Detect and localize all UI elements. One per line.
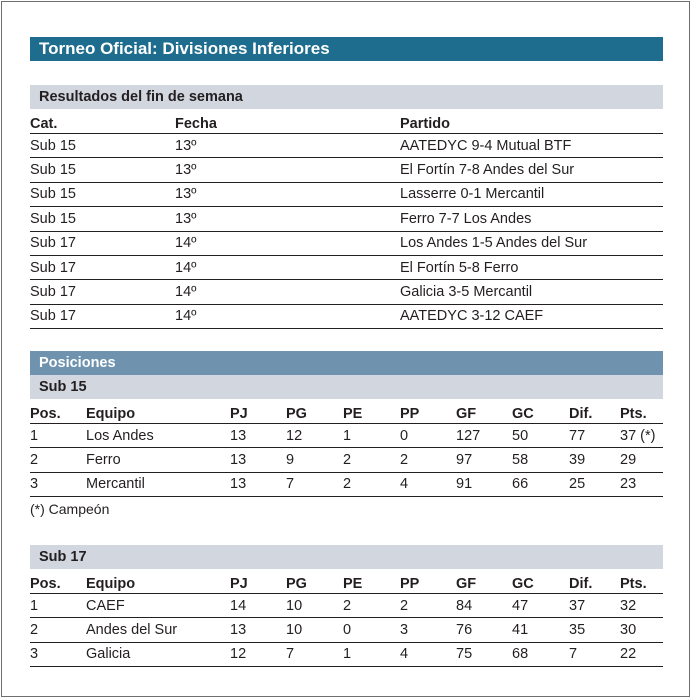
results-row xyxy=(30,207,663,231)
cell-fecha: 14º xyxy=(175,255,400,279)
cell-equipo: Los Andes xyxy=(86,424,230,448)
col-header-pe: PE xyxy=(343,569,400,594)
col-header-pg: PG xyxy=(286,399,343,424)
cell-gc: 41 xyxy=(512,618,569,642)
col-header-equipo: Equipo xyxy=(86,569,230,594)
cell-pg: 9 xyxy=(286,448,343,472)
col-header-dif: Dif. xyxy=(569,399,620,424)
col-header-pp: PP xyxy=(400,399,456,424)
cell-equipo: CAEF xyxy=(86,594,230,618)
cell-pos: 1 xyxy=(30,594,86,618)
cell-fecha: 13º xyxy=(175,158,400,182)
col-header-pts: Pts. xyxy=(620,399,663,424)
cell-pg: 12 xyxy=(286,424,343,448)
sub17-heading: Sub 17 xyxy=(30,545,663,569)
col-header-pp: PP xyxy=(400,569,456,594)
cell-pj: 14 xyxy=(230,594,286,618)
cell-pe: 0 xyxy=(343,618,400,642)
cell-pos: 2 xyxy=(30,448,86,472)
cell-pe: 1 xyxy=(343,424,400,448)
cell-fecha: 14º xyxy=(175,304,400,328)
cell-gf: 84 xyxy=(456,594,512,618)
cell-cat: Sub 15 xyxy=(30,158,175,182)
champion-note: (*) Campeón xyxy=(30,501,110,517)
col-header-pj: PJ xyxy=(230,399,286,424)
standings-heading: Posiciones xyxy=(30,351,663,375)
cell-cat: Sub 17 xyxy=(30,280,175,304)
cell-fecha: 13º xyxy=(175,182,400,206)
results-header-row xyxy=(30,109,663,134)
cell-dif: 39 xyxy=(569,448,620,472)
cell-pj: 12 xyxy=(230,642,286,666)
cell-cat: Sub 17 xyxy=(30,255,175,279)
cell-pp: 2 xyxy=(400,448,456,472)
cell-pj: 13 xyxy=(230,448,286,472)
results-table xyxy=(30,109,663,329)
cell-pts: 22 xyxy=(620,642,663,666)
cell-cat: Sub 15 xyxy=(30,207,175,231)
results-row xyxy=(30,255,663,279)
cell-pj: 13 xyxy=(230,424,286,448)
cell-fecha: 14º xyxy=(175,231,400,255)
col-header-cat: Cat. xyxy=(30,109,175,134)
col-header-dif: Dif. xyxy=(569,569,620,594)
cell-partido: Galicia 3-5 Mercantil xyxy=(400,280,663,304)
sub15-heading: Sub 15 xyxy=(30,375,663,399)
cell-pos: 1 xyxy=(30,424,86,448)
standings-row xyxy=(30,424,663,448)
col-header-partido: Partido xyxy=(400,109,663,134)
col-header-fecha: Fecha xyxy=(175,109,400,134)
cell-cat: Sub 15 xyxy=(30,182,175,206)
cell-dif: 25 xyxy=(569,472,620,496)
results-row xyxy=(30,304,663,328)
cell-partido: Ferro 7-7 Los Andes xyxy=(400,207,663,231)
results-row xyxy=(30,231,663,255)
cell-pts: 23 xyxy=(620,472,663,496)
col-header-gf: GF xyxy=(456,399,512,424)
cell-pj: 13 xyxy=(230,618,286,642)
cell-pts: 30 xyxy=(620,618,663,642)
col-header-gf: GF xyxy=(456,569,512,594)
cell-gc: 47 xyxy=(512,594,569,618)
results-row xyxy=(30,158,663,182)
cell-cat: Sub 17 xyxy=(30,231,175,255)
cell-dif: 37 xyxy=(569,594,620,618)
cell-gc: 58 xyxy=(512,448,569,472)
cell-pos: 3 xyxy=(30,472,86,496)
cell-pg: 10 xyxy=(286,618,343,642)
cell-fecha: 14º xyxy=(175,280,400,304)
cell-partido: AATEDYC 9-4 Mutual BTF xyxy=(400,134,663,158)
results-heading: Resultados del fin de semana xyxy=(30,85,663,109)
col-header-equipo: Equipo xyxy=(86,399,230,424)
cell-pe: 2 xyxy=(343,448,400,472)
cell-pts: 29 xyxy=(620,448,663,472)
col-header-gc: GC xyxy=(512,399,569,424)
cell-gc: 66 xyxy=(512,472,569,496)
cell-equipo: Andes del Sur xyxy=(86,618,230,642)
cell-pts: 32 xyxy=(620,594,663,618)
cell-gf: 97 xyxy=(456,448,512,472)
standings-row xyxy=(30,448,663,472)
col-header-pts: Pts. xyxy=(620,569,663,594)
sub15-table xyxy=(30,399,663,497)
sub17-table xyxy=(30,569,663,667)
cell-equipo: Galicia xyxy=(86,642,230,666)
cell-fecha: 13º xyxy=(175,134,400,158)
cell-pp: 0 xyxy=(400,424,456,448)
standings-row xyxy=(30,642,663,666)
col-header-pe: PE xyxy=(343,399,400,424)
results-row xyxy=(30,182,663,206)
cell-partido: Lasserre 0-1 Mercantil xyxy=(400,182,663,206)
cell-partido: El Fortín 5-8 Ferro xyxy=(400,255,663,279)
cell-pg: 7 xyxy=(286,472,343,496)
cell-pp: 4 xyxy=(400,472,456,496)
cell-gf: 127 xyxy=(456,424,512,448)
cell-dif: 35 xyxy=(569,618,620,642)
col-header-pos: Pos. xyxy=(30,569,86,594)
col-header-pg: PG xyxy=(286,569,343,594)
cell-dif: 7 xyxy=(569,642,620,666)
standings-row xyxy=(30,472,663,496)
cell-pe: 2 xyxy=(343,472,400,496)
col-header-pj: PJ xyxy=(230,569,286,594)
results-row xyxy=(30,280,663,304)
cell-pts: 37 (*) xyxy=(620,424,663,448)
cell-cat: Sub 17 xyxy=(30,304,175,328)
cell-cat: Sub 15 xyxy=(30,134,175,158)
col-header-pos: Pos. xyxy=(30,399,86,424)
cell-dif: 77 xyxy=(569,424,620,448)
cell-pp: 2 xyxy=(400,594,456,618)
cell-gc: 68 xyxy=(512,642,569,666)
cell-fecha: 13º xyxy=(175,207,400,231)
cell-equipo: Ferro xyxy=(86,448,230,472)
cell-equipo: Mercantil xyxy=(86,472,230,496)
cell-gf: 76 xyxy=(456,618,512,642)
cell-pe: 1 xyxy=(343,642,400,666)
cell-partido: Los Andes 1-5 Andes del Sur xyxy=(400,231,663,255)
cell-pp: 4 xyxy=(400,642,456,666)
cell-pj: 13 xyxy=(230,472,286,496)
cell-gf: 75 xyxy=(456,642,512,666)
page-title: Torneo Oficial: Divisiones Inferiores xyxy=(30,37,663,61)
sub15-header-row xyxy=(30,399,663,424)
cell-pe: 2 xyxy=(343,594,400,618)
cell-pos: 2 xyxy=(30,618,86,642)
cell-pg: 7 xyxy=(286,642,343,666)
cell-pg: 10 xyxy=(286,594,343,618)
standings-row xyxy=(30,594,663,618)
cell-pos: 3 xyxy=(30,642,86,666)
sub17-header-row xyxy=(30,569,663,594)
cell-pp: 3 xyxy=(400,618,456,642)
col-header-gc: GC xyxy=(512,569,569,594)
standings-row xyxy=(30,618,663,642)
cell-partido: AATEDYC 3-12 CAEF xyxy=(400,304,663,328)
cell-gc: 50 xyxy=(512,424,569,448)
results-row xyxy=(30,134,663,158)
cell-gf: 91 xyxy=(456,472,512,496)
cell-partido: El Fortín 7-8 Andes del Sur xyxy=(400,158,663,182)
